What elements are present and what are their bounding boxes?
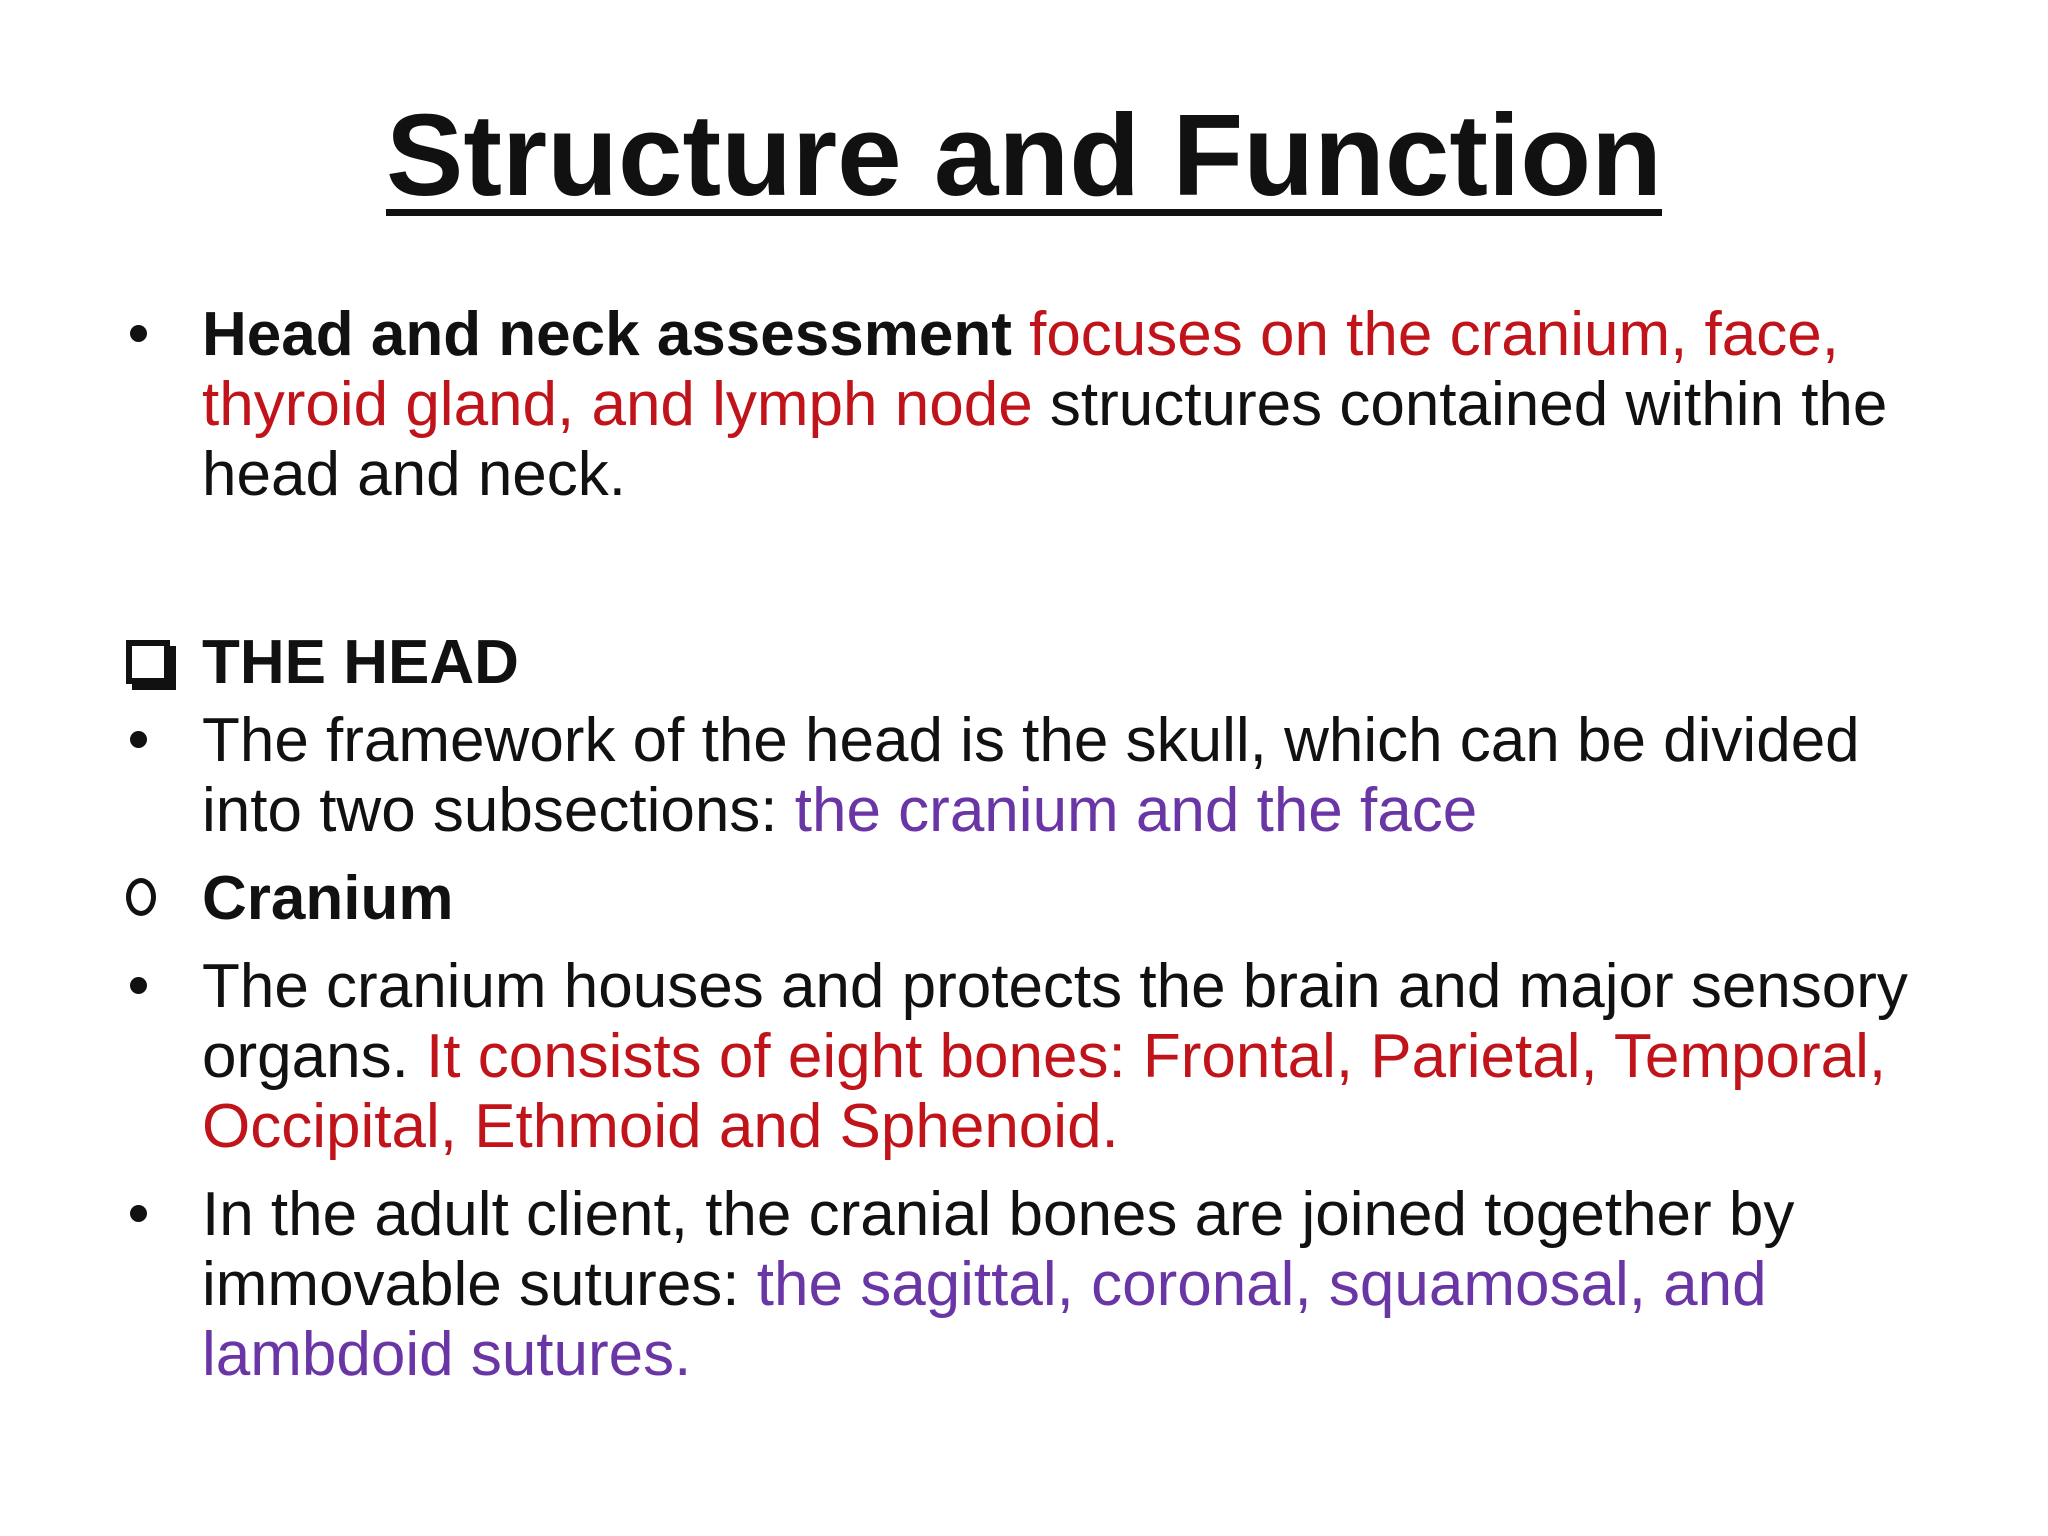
cranium-red-text: It consists of eight bones: Frontal, Parietal, Temporal, Occipital, Ethmoid and Sphenoid. <box>202 1022 1887 1161</box>
slide-title-text: Structure and Function <box>386 90 1662 220</box>
sub-heading <box>120 864 1960 934</box>
section-heading-text: THE HEAD <box>202 628 519 697</box>
slide-body <box>120 300 1960 1390</box>
sutures-purple-text: the sagittal, coronal, squamosal, and lambdoid sutures. <box>202 1250 1767 1389</box>
intro-rest-text: structures contained within the head and neck. <box>202 370 1888 509</box>
list-item-intro <box>120 300 1960 510</box>
framework-text: The framework of the head is the skull, which can be divided into two subsections: <box>202 706 1860 845</box>
framework-purple-text: the cranium and the face <box>794 776 1478 845</box>
intro-red-text: focuses on the cranium, face, thyroid gland, and lymph node <box>202 300 1839 439</box>
list-item-cranium <box>120 952 1960 1162</box>
sutures-text: In the adult client, the cranial bones are joined together by immovable sutures: <box>202 1180 1795 1319</box>
list-item-sutures <box>120 1180 1960 1390</box>
cranium-text: The cranium houses and protects the brain and major sensory organs. <box>202 952 1908 1091</box>
intro-bold-text: Head and neck assessment <box>202 300 1012 369</box>
list-item-framework <box>120 706 1960 846</box>
sub-heading-text: Cranium <box>202 864 454 933</box>
slide-title <box>0 92 2048 220</box>
section-heading <box>120 628 1960 698</box>
